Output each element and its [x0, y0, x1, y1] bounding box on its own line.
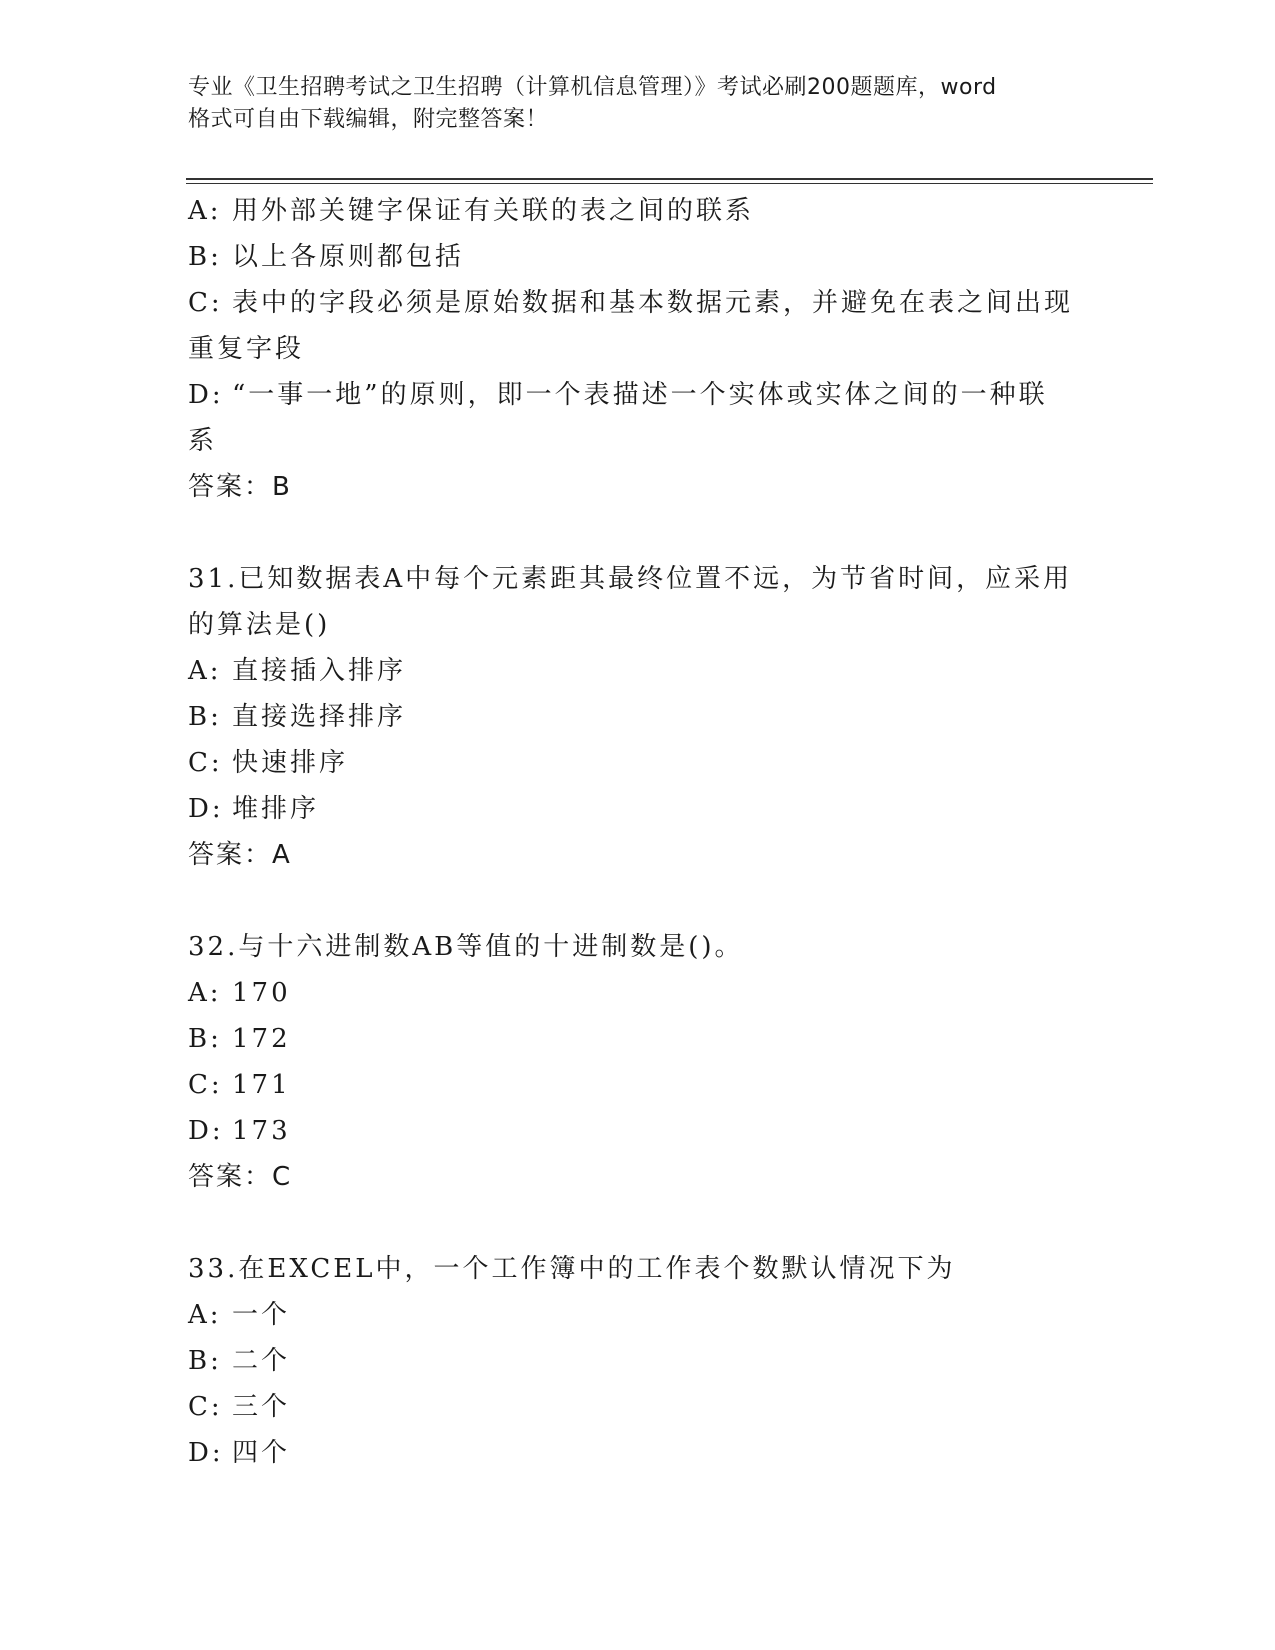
- question-content: [188, 188, 1088, 1476]
- option-text: 173: [232, 1116, 291, 1146]
- option-letter: C:: [188, 748, 223, 778]
- option-c: [188, 1062, 1088, 1108]
- option-letter: B:: [188, 242, 222, 272]
- option-text: 重复字段: [188, 334, 305, 364]
- prev-question-block: [188, 188, 1088, 510]
- option-c: [188, 740, 1088, 786]
- option-d-continuation: [188, 418, 1088, 464]
- option-letter: C:: [188, 1392, 223, 1422]
- header-title-line-2: 格式可自由下载编辑，附完整答案！: [188, 107, 549, 132]
- option-b: [188, 234, 1088, 280]
- option-letter: C:: [188, 1070, 223, 1100]
- option-text: 二个: [232, 1346, 291, 1376]
- option-text: “一事一地”的原则，即一个表描述一个实体或实体之间的一种联: [232, 380, 1048, 410]
- option-a: [188, 188, 1088, 234]
- answer-label: 答案：C: [188, 1162, 293, 1192]
- question-stem-continuation: 的算法是(): [188, 610, 331, 640]
- question-31: [188, 556, 1088, 878]
- option-d: [188, 372, 1088, 418]
- question-stem: 32.与十六进制数AB等值的十进制数是()。: [188, 932, 744, 962]
- option-letter: B:: [188, 702, 222, 732]
- option-letter: D:: [188, 1116, 224, 1146]
- option-text: 四个: [232, 1438, 291, 1468]
- answer-label: 答案：B: [188, 472, 292, 502]
- option-letter: A:: [188, 196, 222, 226]
- answer-label: 答案：A: [188, 840, 292, 870]
- option-letter: A:: [188, 1300, 222, 1330]
- option-letter: D:: [188, 794, 224, 824]
- option-b: [188, 1338, 1088, 1384]
- option-text: 用外部关键字保证有关联的表之间的联系: [232, 196, 755, 226]
- question-32: [188, 924, 1088, 1200]
- option-text: 直接插入排序: [232, 656, 407, 686]
- question-stem: 33.在EXCEL中，一个工作簿中的工作表个数默认情况下为: [188, 1254, 956, 1284]
- option-letter: C:: [188, 288, 223, 318]
- option-text: 系: [188, 426, 218, 456]
- option-b: [188, 1016, 1088, 1062]
- option-letter: D:: [188, 1438, 224, 1468]
- option-a: [188, 970, 1088, 1016]
- spacer: [188, 878, 1088, 924]
- option-a: [188, 648, 1088, 694]
- option-d: [188, 1108, 1088, 1154]
- option-text: 171: [232, 1070, 291, 1100]
- option-d: [188, 1430, 1088, 1476]
- option-text: 170: [232, 978, 291, 1008]
- header-divider-thin: [186, 183, 1153, 184]
- option-text: 堆排序: [232, 794, 320, 824]
- question-stem: 31.已知数据表A中每个元素距其最终位置不远，为节省时间，应采用: [188, 564, 1073, 594]
- option-letter: D:: [188, 380, 224, 410]
- option-letter: A:: [188, 656, 222, 686]
- option-text: 三个: [232, 1392, 291, 1422]
- option-letter: B:: [188, 1024, 222, 1054]
- option-text: 一个: [232, 1300, 291, 1330]
- option-text: 172: [232, 1024, 291, 1054]
- option-a: [188, 1292, 1088, 1338]
- spacer: [188, 510, 1088, 556]
- option-letter: A:: [188, 978, 222, 1008]
- header-title-line-1: 专业《卫生招聘考试之卫生招聘（计算机信息管理）》考试必刷200题题库，word: [188, 75, 997, 100]
- option-c: [188, 280, 1088, 326]
- option-text: 表中的字段必须是原始数据和基本数据元素，并避免在表之间出现: [232, 288, 1074, 318]
- question-33: [188, 1246, 1088, 1476]
- header-divider-thick: [186, 178, 1153, 180]
- document-header: [188, 72, 1088, 136]
- option-c: [188, 1384, 1088, 1430]
- option-text: 以上各原则都包括: [232, 242, 465, 272]
- option-text: 直接选择排序: [232, 702, 407, 732]
- option-b: [188, 694, 1088, 740]
- option-letter: B:: [188, 1346, 222, 1376]
- spacer: [188, 1200, 1088, 1246]
- option-c-continuation: [188, 326, 1088, 372]
- option-d: [188, 786, 1088, 832]
- option-text: 快速排序: [232, 748, 349, 778]
